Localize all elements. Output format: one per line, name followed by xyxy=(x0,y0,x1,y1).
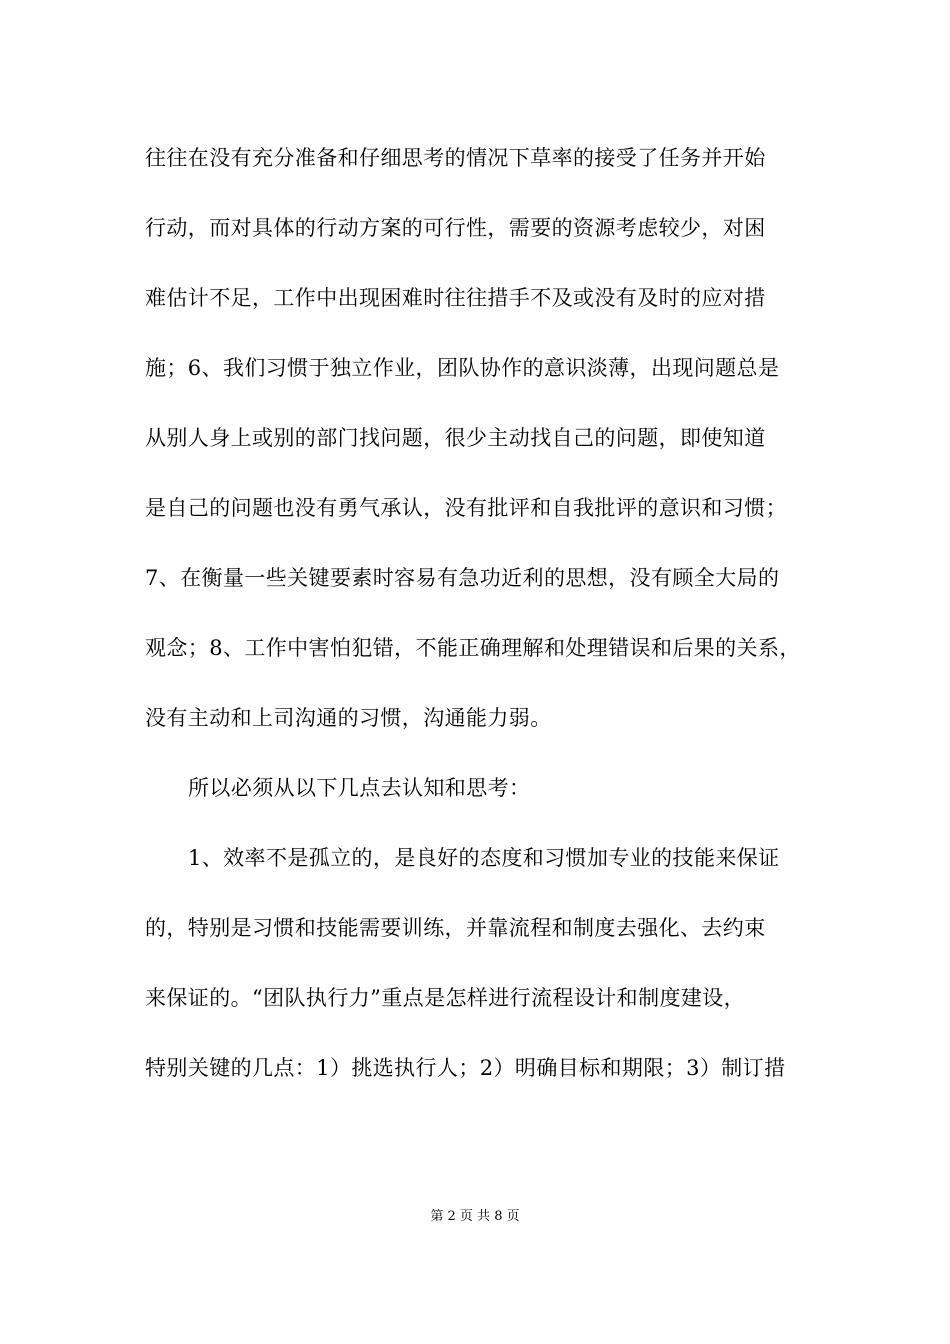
paragraph-line-9: 没有主动和上司沟通的习惯，沟通能力弱。 xyxy=(145,706,552,730)
paragraph-line-14: 特别关键的几点：1）挑选执行人；2）明确目标和期限；3）制订措 xyxy=(145,1056,786,1080)
page-footer xyxy=(0,1208,950,1226)
paragraph-line-2: 行动，而对具体的行动方案的可行性，需要的资源考虑较少，对困 xyxy=(145,216,766,240)
paragraph-line-11: 1、效率不是孤立的，是良好的态度和习惯加专业的技能来保证 xyxy=(188,846,780,870)
paragraph-line-7: 7、在衡量一些关键要素时容易有急功近利的思想，没有顾全大局的 xyxy=(145,566,780,590)
paragraph-line-6: 是自己的问题也没有勇气承认，没有批评和自我批评的意识和习惯； xyxy=(145,496,787,520)
paragraph-intro: 所以必须从以下几点去认知和思考： xyxy=(188,776,531,800)
page-number: 第 2 页 共 8 页 xyxy=(430,1209,520,1224)
paragraph-line-3: 难估计不足，工作中出现困难时往往措手不及或没有及时的应对措 xyxy=(145,286,766,310)
paragraph-line-4: 施；6、我们习惯于独立作业，团队协作的意识淡薄，出现问题总是 xyxy=(145,356,780,380)
paragraph-line-8: 观念；8、工作中害怕犯错，不能正确理解和处理错误和后果的关系， xyxy=(145,636,801,660)
paragraph-line-12: 的，特别是习惯和技能需要训练，并靠流程和制度去强化、去约束 xyxy=(145,916,766,940)
paragraph-line-5: 从别人身上或别的部门找问题，很少主动找自己的问题，即使知道 xyxy=(145,426,766,450)
paragraph-line-13: 来保证的。“团队执行力”重点是怎样进行流程设计和制度建设， xyxy=(145,986,746,1010)
paragraph-line-1: 往往在没有充分准备和仔细思考的情况下草率的接受了任务并开始 xyxy=(145,146,766,170)
